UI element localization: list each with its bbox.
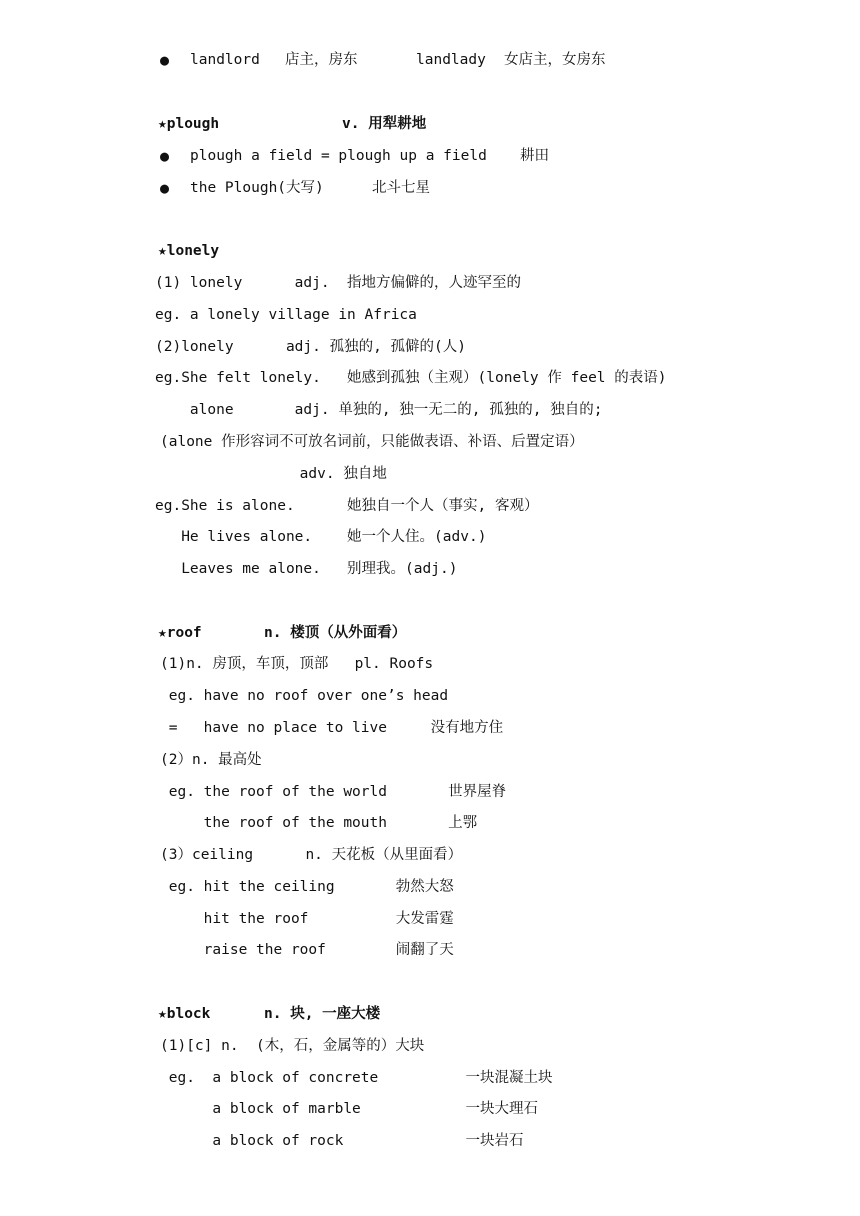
roof-line: (1)n. 房顶，车顶，顶部 pl. Roofs — [160, 656, 434, 672]
block-heading — [158, 1004, 210, 1024]
bullet-icon: ● — [160, 179, 170, 197]
lonely-heading — [158, 241, 219, 261]
landlord-word: landlord — [190, 52, 260, 68]
roof-line: eg. have no roof over one’s head — [160, 688, 449, 704]
roof-line: hit the roof 大发雷霆 — [160, 911, 454, 927]
block-line: (1)[c] n. (木，石，金属等的）大块 — [160, 1038, 425, 1054]
plough-item-text: plough a field = plough up a field — [190, 148, 487, 164]
plough-item-meaning: 耕田 — [520, 148, 549, 164]
lonely-line: alone adj. 单独的, 独一无二的, 孤独的, 独自的; — [155, 402, 603, 418]
heading-word: block — [166, 1006, 211, 1022]
star-icon: ★ — [158, 625, 167, 641]
roof-line: = have no place to live 没有地方住 — [160, 720, 504, 736]
lonely-line: adv. 独自地 — [160, 466, 387, 482]
lonely-line: (2)lonely adj. 孤独的, 孤僻的(人) — [155, 339, 467, 355]
plough-heading — [158, 114, 219, 134]
roof-line: (2）n. 最高处 — [160, 752, 262, 768]
block-line: a block of marble 一块大理石 — [160, 1101, 539, 1117]
roof-line: eg. hit the ceiling 勃然大怒 — [160, 879, 454, 895]
plough-pos: v. 用犁耕地 — [342, 116, 427, 132]
landlady-word: landlady — [416, 52, 486, 68]
lonely-line: eg.She felt lonely. 她感到孤独（主观）(lonely 作 feel 的表语) — [155, 370, 667, 386]
roof-line: (3）ceiling n. 天花板（从里面看） — [160, 847, 463, 863]
block-line: a block of rock 一块岩石 — [160, 1133, 524, 1149]
plough-item-text: the Plough(大写) — [190, 180, 324, 196]
roof-line: eg. the roof of the world 世界屋脊 — [160, 784, 507, 800]
lonely-line: eg.She is alone. 她独自一个人（事实, 客观） — [155, 498, 539, 514]
block-pos: n. 块, 一座大楼 — [264, 1006, 381, 1022]
bullet-icon: ● — [160, 51, 170, 69]
roof-pos: n. 楼顶（从外面看） — [264, 625, 407, 641]
lonely-line: (1) lonely adj. 指地方偏僻的，人迹罕至的 — [155, 275, 522, 291]
roof-line: raise the roof 闹翻了天 — [160, 942, 454, 958]
heading-word: roof — [166, 625, 202, 641]
star-icon: ★ — [158, 1006, 167, 1022]
lonely-line: He lives alone. 她一个人住。(adv.) — [155, 529, 487, 545]
landlady-meaning: 女店主，女房东 — [504, 52, 606, 68]
plough-item-meaning: 北斗七星 — [372, 180, 430, 196]
lonely-line: Leaves me alone. 别理我。(adj.) — [155, 561, 458, 577]
roof-heading — [158, 623, 202, 643]
block-line: eg. a block of concrete 一块混凝土块 — [160, 1070, 553, 1086]
star-icon: ★ — [158, 116, 167, 132]
heading-word: plough — [166, 116, 220, 132]
bullet-icon: ● — [160, 147, 170, 165]
lonely-line: eg. a lonely village in Africa — [155, 307, 417, 323]
lonely-line: (alone 作形容词不可放名词前，只能做表语、补语、后置定语） — [160, 434, 584, 450]
star-icon: ★ — [158, 243, 167, 259]
landlord-meaning: 店主，房东 — [285, 52, 358, 68]
roof-line: the roof of the mouth 上鄂 — [160, 815, 478, 831]
heading-word: lonely — [166, 243, 220, 259]
